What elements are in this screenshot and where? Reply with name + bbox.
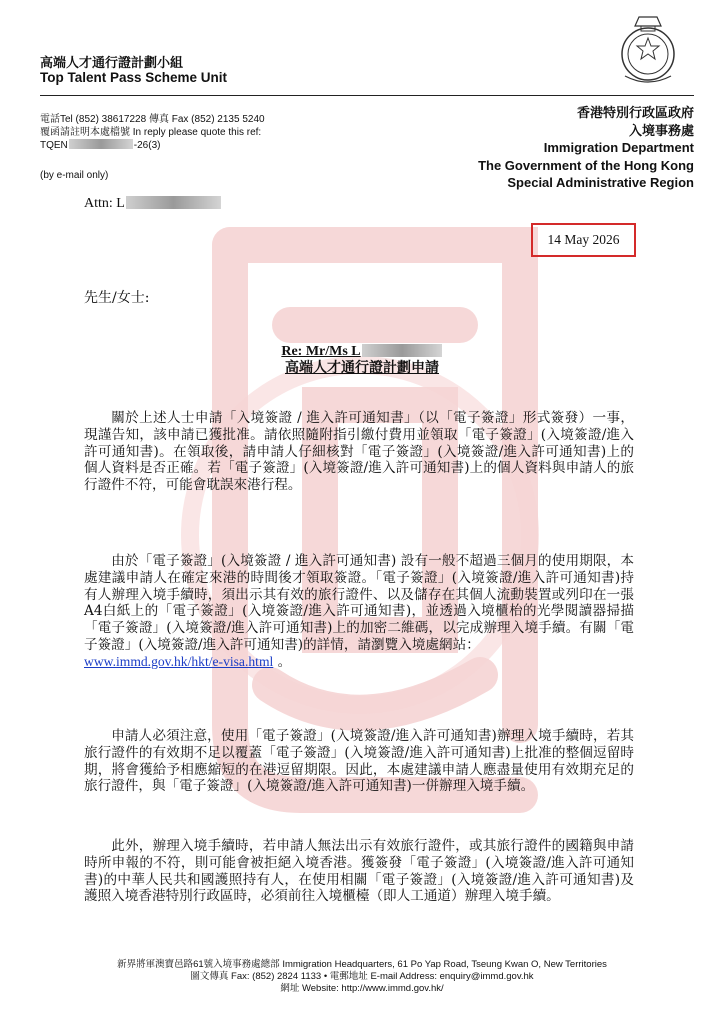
letter-date: 14 May 2026 <box>547 232 620 247</box>
subject-re: Re: Mr/Ms L <box>281 344 361 359</box>
redacted-ref-mask <box>69 139 133 149</box>
gov-line-3: Immigration Department <box>543 140 694 155</box>
ref-prefix: TQEN <box>40 140 68 151</box>
reply-ref-line: 覆函請註明本處檔號 In reply please quote this ref: <box>40 127 262 138</box>
paragraph-2-end: 。 <box>273 653 292 670</box>
hksar-emblem-icon <box>617 14 679 86</box>
body-paragraph-1: 關於上述人士申請「入境簽證 / 進入許可通知書」（以「電子簽證」形式簽發）一事，現謹告知，該申請已獲批准。請依照隨附指引繳付費用並領取「電子簽證」(入境簽證/進入許可通知書)。在領取後，請申請人仔細核對「電子簽證」(入境簽證/進入許可通知書)上的個人資料是否正確。若「電子簽證」(入境簽證/進入許可通知書)上的個人資料與申請人的旅行證件不符，可能會耽誤來港行程。 <box>84 410 634 494</box>
subject-block <box>0 343 724 377</box>
subject-title: 高端人才通行證計劃申請 <box>285 361 439 376</box>
paragraph-2-text: 由於「電子簽證」(入境簽證 / 進入許可通知書) 設有一般不超過三個月的使用期限，本處建議申請人在確定來港的時間後才領取簽證。「電子簽證」(入境簽證/進入許可通知書)持有人辦理入境手續時，須出示其有效的旅行證件、以及儲存在其個人流動裝置或列印在一張A4白紙上的「電子簽證」(入境簽證/進入許可通知書)，並透過入境櫃枱的光學閱讀器掃描「電子簽證」(入境簽證/進入許可通知書)上的加密二維碼，以完成辦理入境手續。有關「電子簽證」(入境簽證/進入許可通知書)的詳情，請瀏覽入境處網站： <box>84 553 634 653</box>
gov-line-4: The Government of the Hong Kong <box>478 157 694 173</box>
date-box <box>531 223 636 257</box>
footer <box>0 959 724 995</box>
evisa-info-link[interactable]: www.immd.gov.hk/hkt/e-visa.html <box>84 653 274 669</box>
subject-line-1 <box>0 343 724 360</box>
salutation: 先生/女士: <box>84 290 150 306</box>
unit-name-english: Top Talent Pass Scheme Unit <box>40 70 228 85</box>
reference-number <box>40 139 265 152</box>
body-paragraph-4: 此外，辦理入境手續時，若申請人無法出示有效旅行證件，或其旅行證件的國籍與申請時所申報的不符，則可能會被拒絕入境香港。獲簽發「電子簽證」(入境簽證/進入許可通知書)的中華人民共和國護照持有人，在使用相關「電子簽證」(入境簽證/進入許可通知書)及護照入境香港特別行政區時，必須前往入境櫃檯（即人工通道）辦理入境手續。 <box>84 838 634 905</box>
redacted-subject-name-mask <box>362 344 442 357</box>
contact-block <box>40 113 265 152</box>
gov-line-2: 入境事務處 <box>628 122 694 138</box>
footer-fax-email: 圖文傳真 Fax: (852) 2824 1133 • 電郵地址 E-mail Address: enquiry@immd.gov.hk <box>190 971 534 982</box>
gov-line-5: Special Administrative Region <box>507 175 694 190</box>
email-only-note: (by e-mail only) <box>40 170 109 181</box>
ref-suffix: -26(3) <box>133 140 161 151</box>
footer-website: 網址 Website: http://www.immd.gov.hk/ <box>280 983 444 994</box>
attn-label: Attn: L <box>84 196 125 211</box>
body-paragraph-3: 申請人必須注意，使用「電子簽證」(入境簽證/進入許可通知書)辦理入境手續時，若其旅行證件的有效期不足以覆蓋「電子簽證」(入境簽證/進入許可通知書)上批准的整個逗留時期，將會獲給予相應縮短的在港逗留期限。因此，本處建議申請人應盡量使用有效期充足的旅行證件，與「電子簽證」(入境簽證/進入許可通知書)一併辦理入境手續。 <box>84 728 634 795</box>
footer-address: 新界將軍澳寶邑路61號入境事務處總部 Immigration Headquarters, 61 Po Yap Road, Tseung Kwan O, New Territories <box>117 959 607 970</box>
body-paragraph-2 <box>84 553 634 671</box>
gov-line-1: 香港特別行政區政府 <box>576 105 694 120</box>
unit-name-chinese: 高端人才通行證計劃小組 <box>40 55 184 70</box>
header-divider <box>40 95 694 96</box>
subject-line-2 <box>0 360 724 377</box>
attention-line <box>84 196 222 212</box>
government-block <box>478 104 694 192</box>
tel-fax-line: 電話Tel (852) 38617228 傳真 Fax (852) 2135 5240 <box>40 114 265 125</box>
redacted-name-mask <box>126 196 221 209</box>
